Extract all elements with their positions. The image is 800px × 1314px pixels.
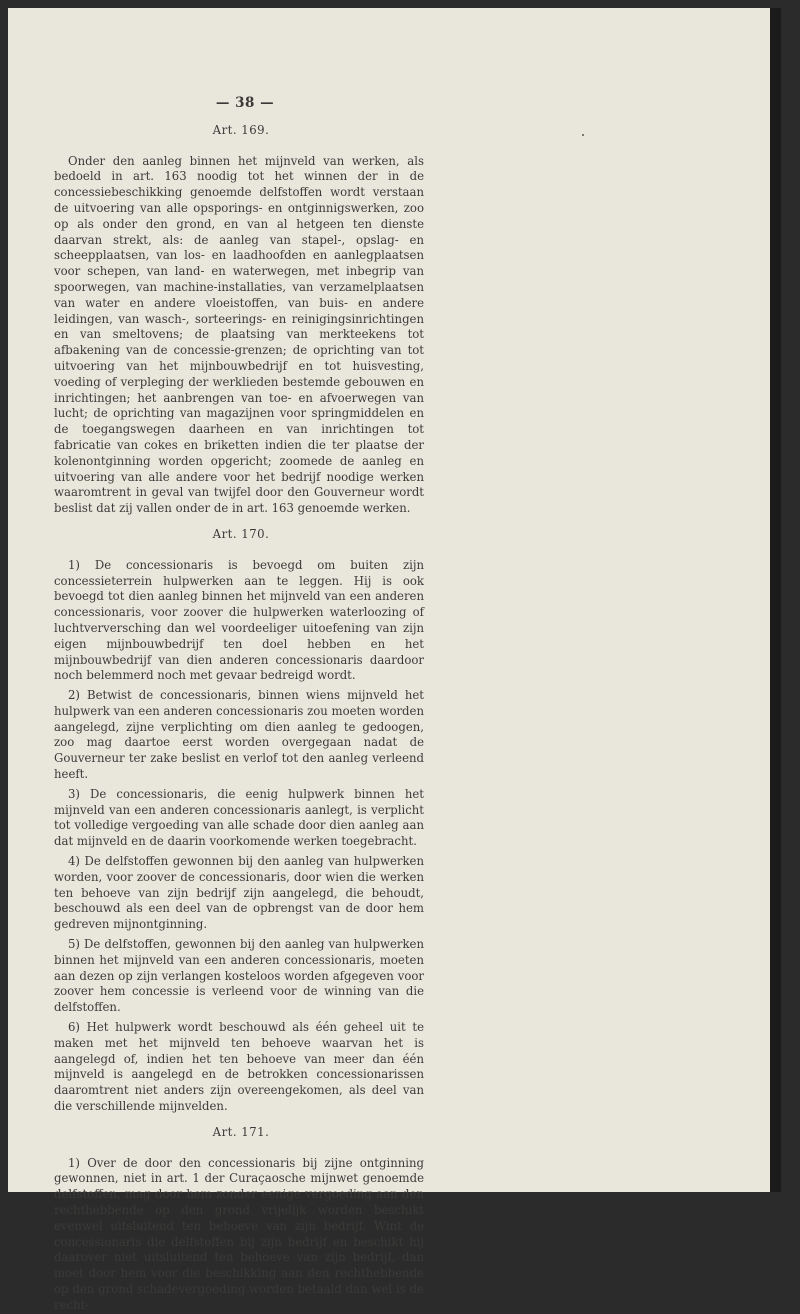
book-spine-edge (770, 8, 781, 1192)
paragraph: 1) De concessionaris is bevoegd om buiten zijn concessieterrein hulpwerken aan te leggen. Hij is ook bevoegd tot dien aanleg binnen het mijnveld van een anderen concessionaris, voor zoover die hulpwerken waterloozing of luchtverversching dan wel voordeeliger uitoefening van zijn eigen mijnbouwbedrijf ten doel hebben en het mijnbouwbedrijf van dien anderen concessionaris daardoor noch belemmerd noch met gevaar bedreigd wordt. (54, 557, 424, 683)
article-heading: Art. 169. (212, 122, 270, 137)
page-number: — 38 — (215, 95, 275, 111)
paragraph: 3) De concessionaris, die eenig hulpwerk binnen het mijnveld van een anderen concessionaris aanlegt, is verplicht tot volledige vergoeding van alle schade door dien aanleg aan dat mijnveld en de daarin voorkomende werken toegebracht. (54, 786, 424, 849)
article-170 (54, 527, 424, 1115)
document-page (8, 8, 781, 1312)
article-heading: Art. 171. (212, 1124, 270, 1139)
paragraph: 2) Betwist de concessionaris, binnen wiens mijnveld het hulpwerk van een anderen concessionaris zou moeten worden aangelegd, zijne verplichting om dien aanleg te gedoogen, zoo mag daartoe eerst worden overgegaan nadat de Gouverneur ter zake beslist en verlof tot den aanleg verleend heeft. (54, 688, 424, 782)
paragraph: 1) Over de door den concessionaris bij zijne ontginning gewonnen, niet in art. 1 der Curaçaosche mijnwet genoemde delfstoffen, mag door hem zonder eenige vergoeding aan den rechthebbende op den grond vrijelijk worden beschikt evenwel uitsluitend ten behoeve van zijn bedrijf. Wint de concessionaris die delfstoffen bij zijn bedrijf en beschikt hij daarover niet uitsluitend ten behoeve van zijn bedrijf, dan moet door hem voor die beschikking aan den rechthebbende op den grond schadevergoeding worden betaald dan wel is de recht- (54, 1155, 424, 1312)
text-column (54, 96, 424, 1314)
article-169 (54, 123, 424, 517)
paper-speck (582, 134, 584, 136)
article-heading: Art. 170. (212, 526, 270, 541)
paragraph: 5) De delfstoffen, gewonnen bij den aanleg van hulpwerken binnen het mijnveld van een anderen concessionaris, moeten aan dezen op zijn verlangen kosteloos worden afgegeven voor zoover hem concessie is verleend voor de winning van die delfstoffen. (54, 937, 424, 1015)
paragraph: Onder den aanleg binnen het mijnveld van werken, als bedoeld in art. 163 noodig tot het winnen der in de concessiebeschikking genoemde delfstoffen wordt verstaan de uitvoering van alle opsporings- en ontginnigswerken, zoo op als onder den grond, en van al hetgeen ten dienste daarvan strekt, als: de aanleg van stapel-, opslag- en scheepplaatsen, van los- en laadhoofden en aanlegplaatsen voor schepen, van land- en waterwegen, met inbegrip van spoorwegen, van machine-installaties, van verzamelplaatsen van water en andere vloeistoffen, van buis- en andere leidingen, van wasch-, sorteerings- en reinigingsinrichtingen en van smeltovens; de plaatsing van merkteekens tot afbakening van de concessie-grenzen; de oprichting van tot uitvoering van het mijnbouwbedrijf en tot huisvesting, voeding of verpleging der werklieden bestemde gebouwen en inrichtingen; het aanbrengen van toe- en afvoerwegen van lucht; de oprichting van magazijnen voor springmiddelen en de toegangswegen daarheen en van inrichtingen tot fabricatie van cokes en briketten indien die ter plaatse der kolenontginning worden opgericht; zoomede de aanleg en uitvoering van alle andere voor het bedrijf noodige werken waaromtrent in geval van twijfel door den Gouverneur wordt beslist dat zij vallen onder de in art. 163 genoemde werken. (54, 153, 424, 516)
paragraph: 6) Het hulpwerk wordt beschouwd als één geheel uit te maken met het mijnveld ten behoeve waarvan het is aangelegd of, indien het ten behoeve van meer dan één mijnveld is aangelegd en de betrokken concessionarissen daaromtrent niet anders zijn overeengekomen, als deel van die verschillende mijnvelden. (54, 1020, 424, 1114)
paragraph: 4) De delfstoffen gewonnen bij den aanleg van hulpwerken worden, voor zoover de concessionaris, door wien die werken ten behoeve van zijn bedrijf zijn aangelegd, die behoudt, beschouwd als een deel van de opbrengst van de door hem gedreven mijnontginning. (54, 854, 424, 932)
article-171 (54, 1125, 424, 1314)
